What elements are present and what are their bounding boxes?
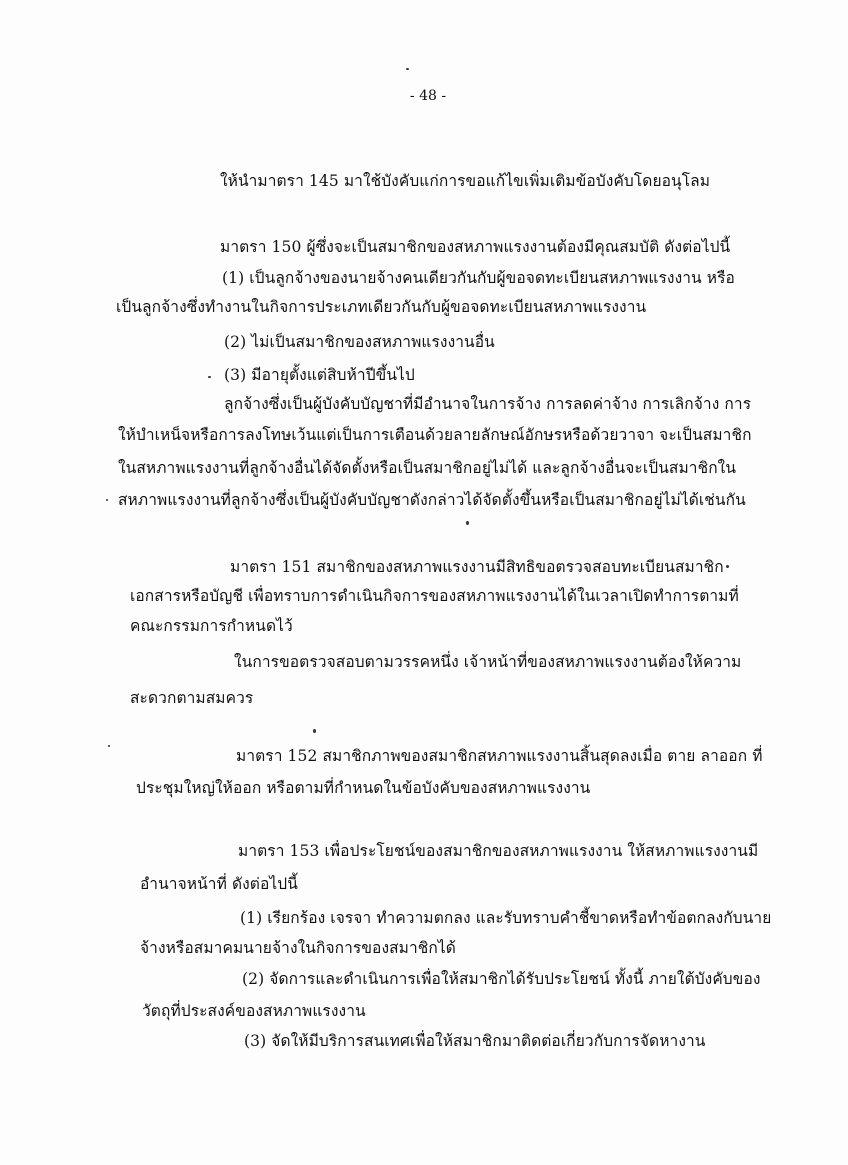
text-line: วัตถุที่ประสงค์ของสหภาพแรงงาน — [142, 1002, 366, 1020]
text-line: ในการขอตรวจสอบตามวรรคหนึ่ง เจ้าหน้าที่ของสหภาพแรงงานต้องให้ความ — [234, 653, 742, 671]
text-line: จ้างหรือสมาคมนายจ้างในกิจการของสมาชิกได้ — [140, 939, 456, 957]
scan-speck — [208, 376, 211, 378]
scan-speck — [106, 499, 108, 501]
scan-speck — [466, 521, 469, 525]
page-number: - 48 - — [409, 88, 447, 104]
scan-speck — [313, 729, 316, 733]
text-line: (1) เรียกร้อง เจรจา ทำความตกลง และรับทราบคำชี้ขาดหรือทำข้อตกลงกับนาย — [240, 909, 772, 927]
text-line: อำนาจหน้าที่ ดังต่อไปนี้ — [140, 875, 298, 893]
text-line: ประชุมใหญ่ให้ออก หรือตามที่กำหนดในข้อบังคับของสหภาพแรงงาน — [136, 779, 591, 797]
text-line: ในสหภาพแรงงานที่ลูกจ้างอื่นได้จัดตั้งหรือเป็นสมาชิกอยู่ไม่ได้ และลูกจ้างอื่นจะเป็นสมาชิกใน — [118, 459, 737, 477]
scan-speck — [726, 565, 729, 568]
text-line: ให้นำมาตรา 145 มาใช้บังคับแก่การขอแก้ไขเพิ่มเติมข้อบังคับโดยอนุโลม — [220, 172, 711, 190]
text-line: สะดวกตามสมควร — [130, 689, 254, 707]
text-line: ลูกจ้างซึ่งเป็นผู้บังคับบัญชาที่มีอำนาจในการจ้าง การลดค่าจ้าง การเลิกจ้าง การ — [224, 395, 752, 413]
section-heading: มาตรา 153 เพื่อประโยชน์ของสมาชิกของสหภาพแรงงาน ให้สหภาพแรงงานมี — [238, 842, 759, 860]
section-heading: มาตรา 150 ผู้ซึ่งจะเป็นสมาชิกของสหภาพแรงงานต้องมีคุณสมบัติ ดังต่อไปนี้ — [220, 238, 731, 256]
text-line: เอกสารหรือบัญชี เพื่อทราบการดำเนินกิจการของสหภาพแรงงานได้ในเวลาเปิดทำการตามที่ — [130, 587, 739, 605]
text-line: (3) จัดให้มีบริการสนเทศเพื่อให้สมาชิกมาติดต่อเกี่ยวกับการจัดหางาน — [244, 1032, 706, 1050]
scan-speck — [406, 68, 409, 70]
text-line: คณะกรรมการกำหนดไว้ — [130, 617, 293, 635]
text-line: ให้บำเหน็จหรือการลงโทษเว้นแต่เป็นการเตือนด้วยลายลักษณ์อักษรหรือด้วยวาจา จะเป็นสมาชิก — [118, 426, 752, 444]
text-line: (2) ไม่เป็นสมาชิกของสหภาพแรงงานอื่น — [224, 333, 495, 351]
section-heading: มาตรา 151 สมาชิกของสหภาพแรงงานมีสิทธิขอตรวจสอบทะเบียนสมาชิก — [230, 558, 724, 576]
text-line: เป็นลูกจ้างซึ่งทำงานในกิจการประเภทเดียวกันกับผู้ขอจดทะเบียนสหภาพแรงงาน — [116, 298, 647, 316]
text-line: สหภาพแรงงานที่ลูกจ้างซึ่งเป็นผู้บังคับบัญชาดังกล่าวได้จัดตั้งขึ้นหรือเป็นสมาชิกอยู่ไม่ได้เช่นกัน — [118, 491, 746, 509]
text-line: (2) จัดการและดำเนินการเพื่อให้สมาชิกได้รับประโยชน์ ทั้งนี้ ภายใต้บังคับของ — [242, 970, 761, 988]
scan-speck — [108, 745, 110, 747]
text-line: (3) มีอายุตั้งแต่สิบห้าปีขึ้นไป — [224, 366, 415, 384]
text-line: (1) เป็นลูกจ้างของนายจ้างคนเดียวกันกับผู้ขอจดทะเบียนสหภาพแรงงาน หรือ — [222, 269, 735, 287]
section-heading: มาตรา 152 สมาชิกภาพของสมาชิกสหภาพแรงงานสิ้นสุดลงเมื่อ ตาย ลาออก ที่ — [236, 747, 763, 765]
